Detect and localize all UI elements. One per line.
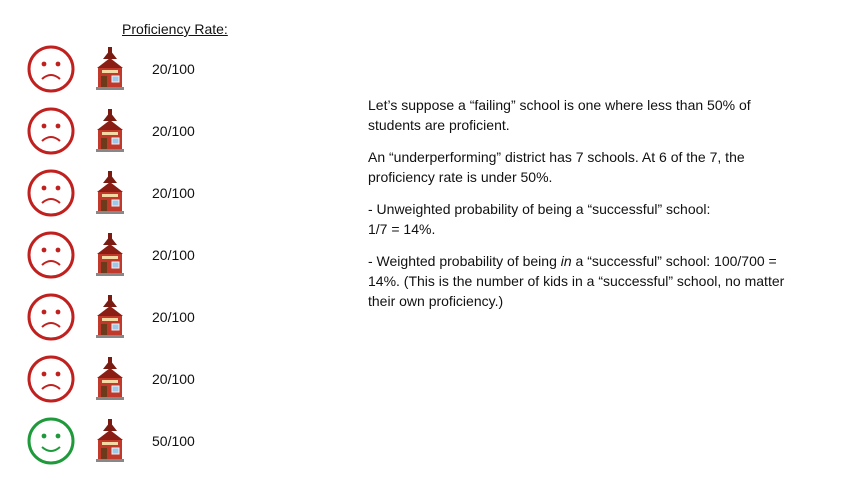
- proficiency-rate-value: 20/100: [152, 185, 195, 201]
- proficiency-rate-value: 50/100: [152, 433, 195, 449]
- schoolhouse-icon: [95, 170, 125, 214]
- schoolhouse-icon: [95, 356, 125, 400]
- proficiency-rate-value: 20/100: [152, 309, 195, 325]
- unweighted-label: - Unweighted probability of being a “successful” school:: [368, 201, 711, 217]
- proficiency-rate-value: 20/100: [152, 247, 195, 263]
- unweighted-probability: [368, 199, 788, 239]
- sad-face-icon: [26, 168, 76, 218]
- sad-face-icon: [26, 354, 76, 404]
- happy-face-icon: [26, 416, 76, 466]
- sad-face-icon: [26, 106, 76, 156]
- schoolhouse-icon: [95, 294, 125, 338]
- school-row: [0, 416, 300, 474]
- school-row: [0, 44, 300, 102]
- schoolhouse-icon: [95, 108, 125, 152]
- school-row: [0, 106, 300, 164]
- proficiency-rate-header: Proficiency Rate:: [122, 21, 228, 37]
- school-row: [0, 292, 300, 350]
- schoolhouse-icon: [95, 232, 125, 276]
- weighted-post: a “successful” school: 100/700 = 14%. (This is the number of kids in a “successful” school, no matter their own proficiency.): [368, 253, 785, 309]
- unweighted-value: 1/7 = 14%.: [368, 221, 436, 237]
- sad-face-icon: [26, 292, 76, 342]
- sad-face-icon: [26, 44, 76, 94]
- weighted-emphasis: in: [560, 253, 572, 269]
- proficiency-rate-value: 20/100: [152, 61, 195, 77]
- weighted-probability: [368, 251, 788, 311]
- schoolhouse-icon: [95, 46, 125, 90]
- weighted-pre: - Weighted probability of being: [368, 253, 561, 269]
- schoolhouse-icon: [95, 418, 125, 462]
- district-description: An “underperforming” district has 7 schools. At 6 of the 7, the proficiency rate is under 50%.: [368, 149, 745, 185]
- school-row: [0, 354, 300, 412]
- sad-face-icon: [26, 230, 76, 280]
- explanation-text: [368, 95, 788, 323]
- school-row: [0, 168, 300, 226]
- failing-definition: Let’s suppose a “failing” school is one where less than 50% of students are proficient.: [368, 97, 751, 133]
- school-row: [0, 230, 300, 288]
- proficiency-rate-value: 20/100: [152, 123, 195, 139]
- proficiency-rate-value: 20/100: [152, 371, 195, 387]
